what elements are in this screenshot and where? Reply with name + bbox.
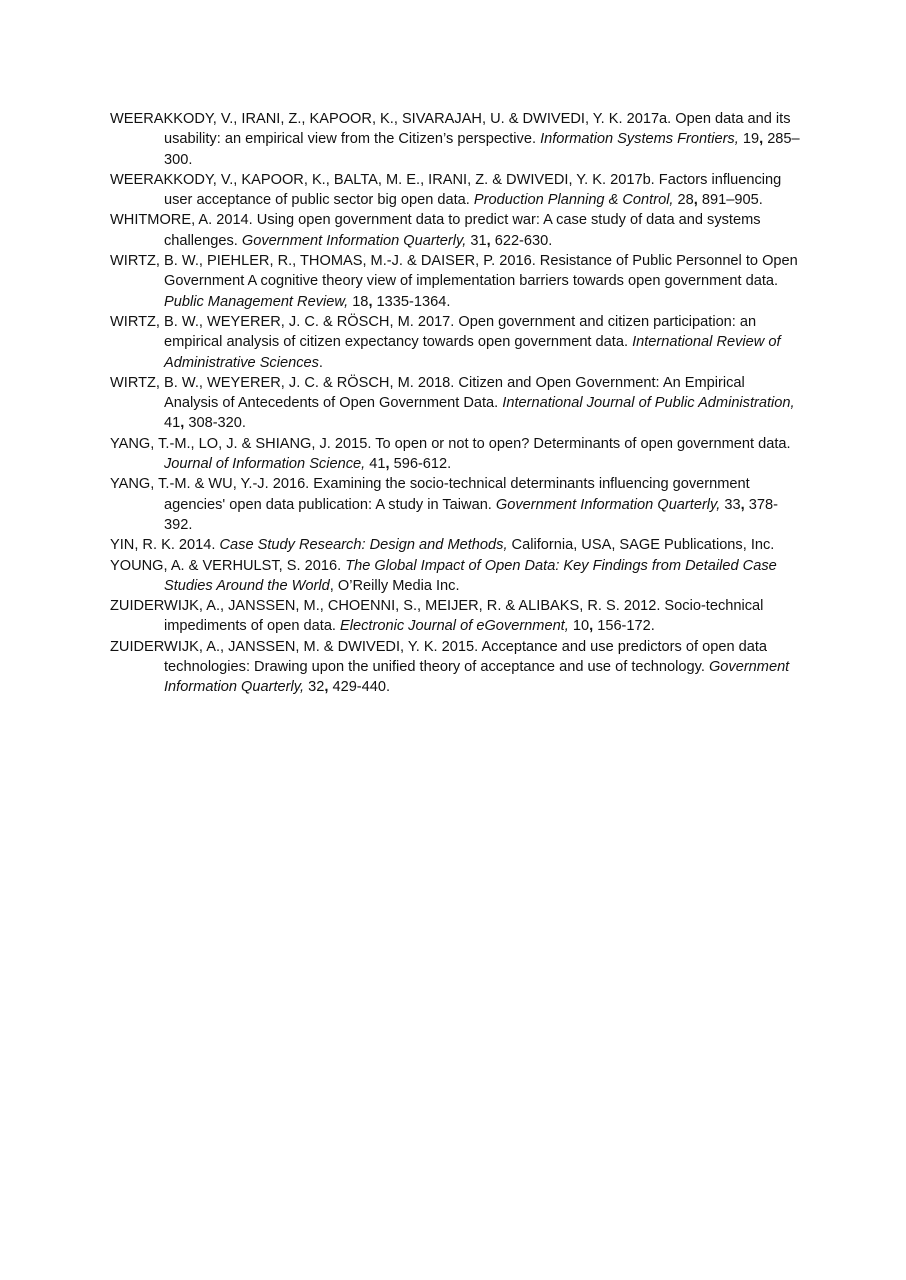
reference-citation: YANG, T.-M. & WU, Y.-J. 2016. Examining the socio-technical determinants influencing government agencies' open data publication: A study in Taiwan. [110, 476, 750, 513]
reference-citation: YIN, R. K. 2014. [110, 537, 220, 554]
reference-separator: , [324, 679, 329, 696]
reference-journal: Electronic Journal of eGovernment, [340, 618, 569, 635]
reference-pages: 622-630. [490, 232, 553, 249]
reference-entry [110, 312, 800, 373]
reference-journal: Production Planning & Control, [473, 192, 674, 209]
reference-pages: 891–905. [697, 192, 763, 209]
reference-volume: 18 [348, 293, 369, 310]
reference-citation: WEERAKKODY, V., KAPOOR, K., BALTA, M. E., IRANI, Z. & DWIVEDI, Y. K. 2017b. Factors influencing user acceptance of public sector big open data. [110, 171, 782, 209]
reference-citation: YOUNG, A. & VERHULST, S. 2016. [110, 557, 346, 574]
reference-pages: 285–300. [164, 131, 800, 168]
reference-separator: , [180, 415, 185, 432]
reference-pages: 156-172. [593, 618, 655, 635]
reference-pages: California, USA, SAGE Publications, Inc. [507, 537, 775, 554]
reference-entry [110, 109, 800, 170]
reference-volume: 33 [720, 496, 741, 513]
reference-pages: 378-392. [164, 496, 778, 533]
reference-volume: 32 [304, 679, 325, 696]
reference-citation: ZUIDERWIJK, A., JANSSEN, M. & DWIVEDI, Y. K. 2015. Acceptance and use predictors of open data technologies: Drawing upon the unified theory of acceptance and use of technology. [110, 638, 768, 676]
reference-separator: , [693, 192, 698, 209]
reference-journal: Journal of Information Science, [164, 456, 366, 473]
reference-pages: 429-440. [328, 679, 391, 696]
reference-entry [110, 251, 800, 312]
reference-journal: International Journal of Public Administration, [502, 395, 795, 412]
reference-citation: WHITMORE, A. 2014. Using open government data to predict war: A case study of data and systems challenges. [110, 212, 761, 249]
reference-citation: YANG, T.-M., LO, J. & SHIANG, J. 2015. To open or not to open? Determinants of open government data. [110, 435, 791, 452]
reference-list [110, 109, 800, 698]
reference-volume: 41 [365, 456, 386, 473]
reference-entry [110, 556, 800, 597]
reference-pages: . [318, 354, 323, 371]
reference-entry [110, 170, 800, 211]
reference-pages: , O’Reilly Media Inc. [329, 577, 460, 594]
reference-pages: 596-612. [389, 456, 452, 473]
reference-citation: WIRTZ, B. W., WEYERER, J. C. & RÖSCH, M. 2017. Open government and citizen participation: an empirical analysis of citizen expectancy towards open government data. [110, 313, 757, 351]
reference-separator: , [589, 618, 594, 635]
reference-pages: 1335-1364. [372, 293, 451, 310]
reference-journal: The Global Impact of Open Data: Key Findings from Detailed Case Studies Around the World [164, 557, 777, 594]
reference-journal: Government Information Quarterly, [164, 659, 790, 696]
reference-journal: International Review of Administrative Sciences [164, 334, 781, 371]
reference-journal: Public Management Review, [164, 293, 349, 310]
reference-citation: ZUIDERWIJK, A., JANSSEN, M., CHOENNI, S., MEIJER, R. & ALIBAKS, R. S. 2012. Socio-technical impediments of open data. [110, 598, 764, 635]
reference-separator: , [368, 293, 373, 310]
reference-entry [110, 535, 800, 555]
reference-separator: , [759, 131, 764, 148]
reference-entry [110, 637, 800, 698]
reference-citation: WEERAKKODY, V., IRANI, Z., KAPOOR, K., SIVARAJAH, U. & DWIVEDI, Y. K. 2017a. Open data and its usability: an empirical view from the Citizen’s perspective. [110, 111, 791, 148]
reference-volume: 28 [673, 192, 694, 209]
reference-entry [110, 596, 800, 637]
reference-volume: 19 [738, 131, 760, 148]
reference-journal: Government Information Quarterly, [241, 232, 467, 249]
reference-citation: WIRTZ, B. W., WEYERER, J. C. & RÖSCH, M. 2018. Citizen and Open Government: An Empirical Analysis of Antecedents of Open Government Data. [110, 374, 745, 412]
reference-entry [110, 434, 800, 475]
reference-journal: Case Study Research: Design and Methods, [219, 537, 508, 554]
reference-separator: , [385, 456, 390, 473]
reference-entry [110, 373, 800, 434]
reference-volume: 41 [164, 415, 181, 432]
reference-volume: 31 [466, 232, 487, 249]
reference-entry [110, 210, 800, 251]
reference-journal: Government Information Quarterly, [495, 496, 721, 513]
reference-journal: Information Systems Frontiers, [540, 131, 739, 148]
reference-pages: 308-320. [184, 415, 246, 432]
reference-entry [110, 474, 800, 535]
reference-separator: , [740, 496, 745, 513]
reference-separator: , [486, 232, 491, 249]
reference-citation: WIRTZ, B. W., PIEHLER, R., THOMAS, M.-J. & DAISER, P. 2016. Resistance of Public Personnel to Open Government A cognitive theory view of implementation barriers towards open government data. [110, 253, 798, 290]
reference-volume: 10 [568, 618, 590, 635]
